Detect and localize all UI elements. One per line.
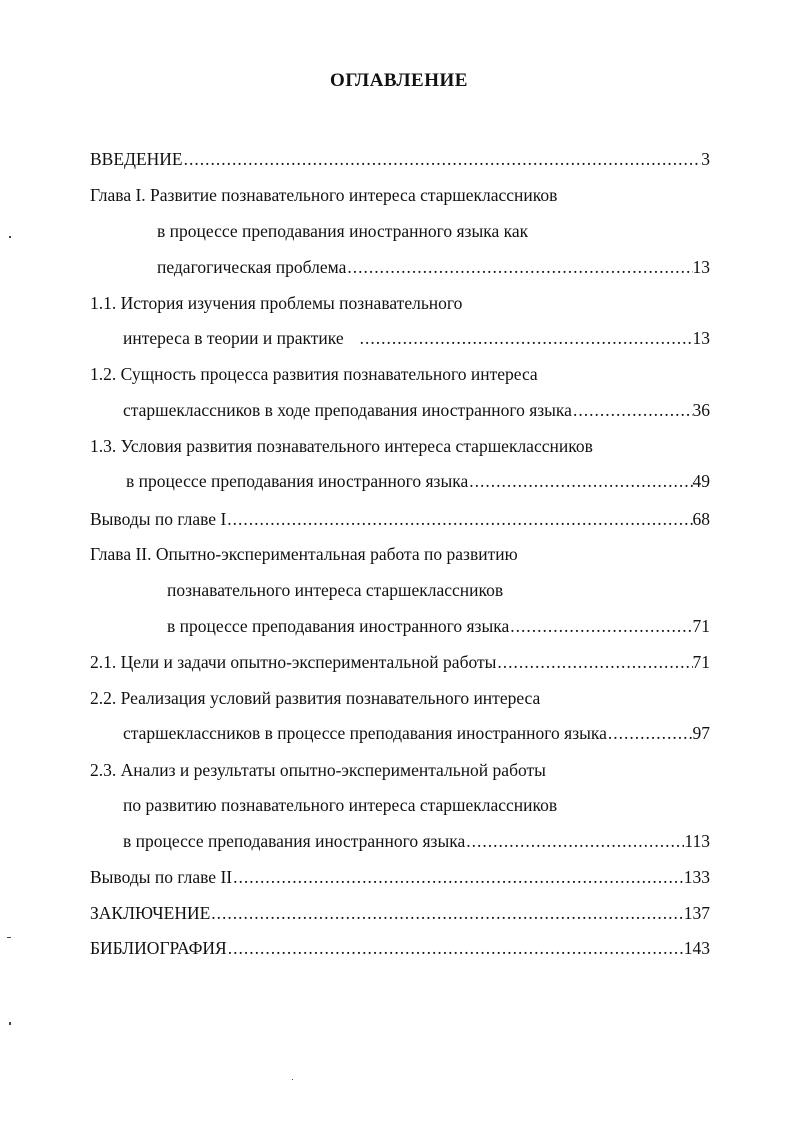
toc-entry-conclusion[interactable]: ЗАКЛЮЧЕНИЕ ..... 137 — [90, 900, 710, 926]
page-number: 68 — [692, 509, 710, 529]
toc-entry-section-1-1-line-2[interactable]: интереса в теории и практике ..... 13 — [123, 325, 710, 351]
dot-leader — [210, 900, 683, 926]
toc-entry-section-1-3-line-1[interactable]: 1.3. Условия развития познавательного интереса старшеклассников — [90, 436, 593, 456]
toc-entry-chapter-1-line-2: в процессе преподавания иностранного языка как — [157, 221, 529, 241]
toc-entry-chapter-2-line-1[interactable]: Глава II. Опытно-экспериментальная работа по развитию — [90, 544, 518, 564]
dot-leader — [465, 828, 684, 854]
dot-leader — [227, 935, 684, 961]
toc-entry-section-2-2-line-2[interactable]: старшеклассников в процессе преподавания иностранного языка ..... 97 — [123, 720, 710, 746]
toc-entry-section-2-3-line-2: по развитию познавательного интереса старшеклассников — [123, 795, 558, 815]
dot-leader — [346, 254, 692, 280]
scan-speck — [9, 1022, 11, 1025]
page-title: ОГЛАВЛЕНИЕ — [330, 70, 468, 91]
page-number: 13 — [692, 328, 710, 348]
page-number: 133 — [683, 867, 710, 887]
toc-entry-chapter-2-line-3[interactable]: в процессе преподавания иностранного языка ..... 71 — [167, 613, 710, 639]
dot-leader — [607, 720, 693, 746]
dot-leader — [226, 506, 692, 532]
toc-entry-section-2-2-line-1[interactable]: 2.2. Реализация условий развития познавательного интереса — [90, 688, 541, 708]
toc-entry-chapter-1-line-1[interactable]: Глава I. Развитие познавательного интереса старшеклассников — [90, 185, 558, 205]
toc-entry-section-2-1[interactable]: 2.1. Цели и задачи опытно-экспериментальной работы ..... 71 — [90, 649, 710, 675]
toc-entry-section-1-3-line-2[interactable]: в процессе преподавания иностранного языка ..... 49 — [126, 468, 710, 494]
toc-entry-conclusions-chapter-1[interactable]: Выводы по главе I ..... 68 — [90, 506, 710, 532]
toc-entry-introduction[interactable]: ВВЕДЕНИЕ ..... 3 — [90, 146, 710, 172]
page-number: 71 — [692, 616, 710, 636]
toc-entry-section-2-3-line-3[interactable]: в процессе преподавания иностранного языка ..... 113 — [123, 828, 710, 854]
dot-leader — [496, 649, 692, 675]
page-number: 137 — [683, 903, 710, 923]
dot-leader — [468, 468, 692, 494]
page-number: 97 — [692, 723, 710, 743]
toc-entry-conclusions-chapter-2[interactable]: Выводы по главе II ..... 133 — [90, 864, 710, 890]
dot-leader — [509, 613, 692, 639]
toc-entry-section-1-2-line-1[interactable]: 1.2. Сущность процесса развития познавательного интереса — [90, 364, 538, 384]
toc-entry-section-1-2-line-2[interactable]: старшеклассников в ходе преподавания иностранного языка ..... 36 — [123, 397, 710, 423]
scan-speck — [292, 1079, 293, 1080]
dot-leader — [344, 325, 693, 351]
page-number: 143 — [683, 938, 710, 958]
dot-leader — [572, 397, 693, 423]
page-number: 49 — [692, 471, 710, 491]
page-number: 36 — [692, 400, 710, 420]
page-number: 3 — [701, 149, 710, 169]
toc-entry-bibliography[interactable]: БИБЛИОГРАФИЯ ..... 143 — [90, 935, 710, 961]
toc-entry-chapter-2-line-2: познавательного интереса старшеклассников — [167, 580, 504, 600]
page-number: 113 — [684, 831, 710, 851]
dot-leader — [183, 146, 702, 172]
scan-speck — [9, 236, 11, 238]
scan-speck — [7, 937, 11, 938]
toc-entry-section-1-1-line-1[interactable]: 1.1. История изучения проблемы познавательного — [90, 293, 463, 313]
toc-entry-chapter-1-line-3[interactable]: педагогическая проблема ..... 13 — [157, 254, 710, 280]
page-number: 71 — [692, 652, 710, 672]
toc-entry-section-2-3-line-1[interactable]: 2.3. Анализ и результаты опытно-экспериментальной работы — [90, 760, 546, 780]
dot-leader — [232, 864, 684, 890]
page-number: 13 — [692, 257, 710, 277]
